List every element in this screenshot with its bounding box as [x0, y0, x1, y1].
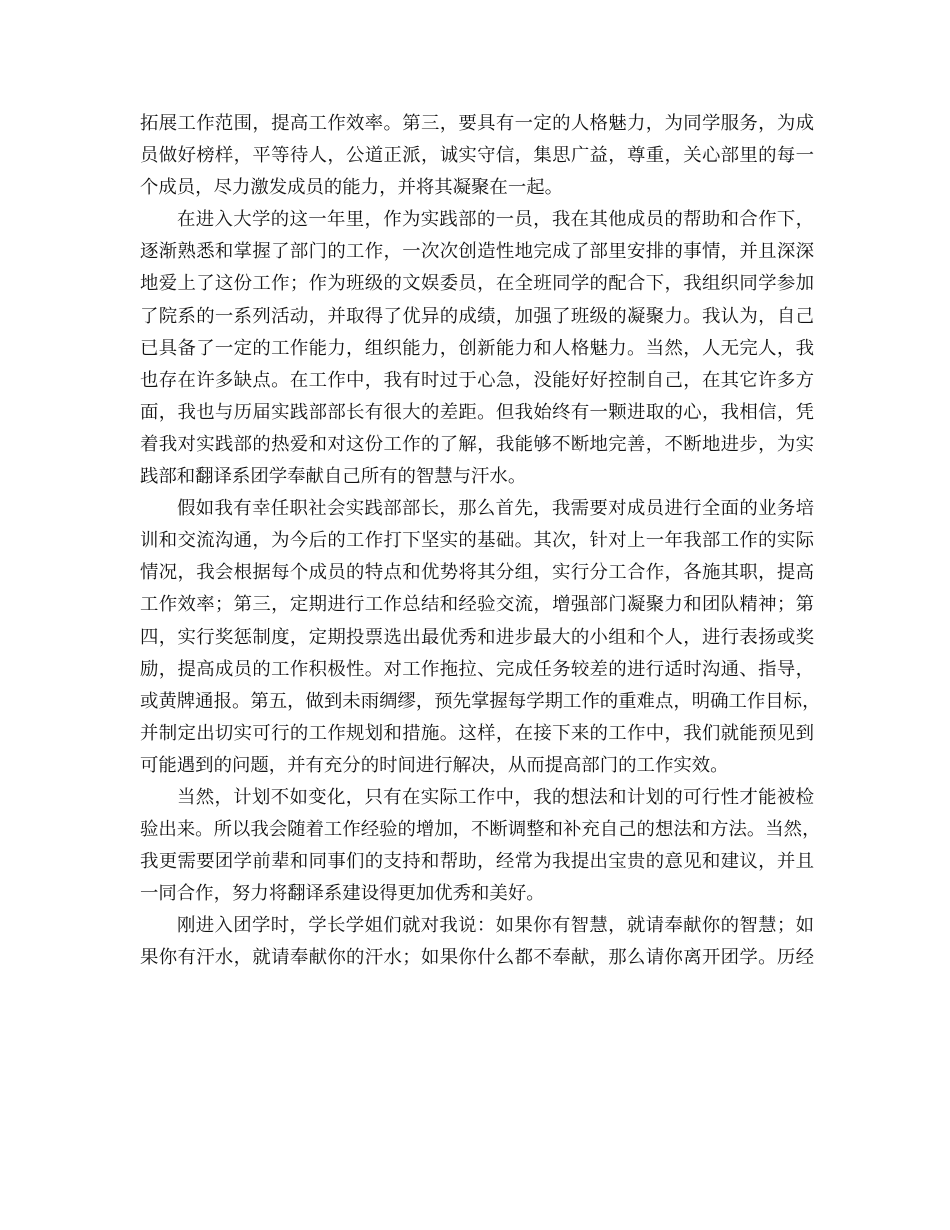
text-line: 着我对实践部的热爱和对这份工作的了解，我能够不断地完善，不断地进步，为实: [140, 433, 814, 455]
text-line: 或黄牌通报。第五，做到未雨绸缪，预先掌握每学期工作的重难点，明确工作目标，: [140, 690, 821, 712]
paragraph: [140, 108, 814, 204]
text-line: 在进入大学的这一年里，作为实践部的一员，我在其他成员的帮助和合作下，: [177, 209, 814, 231]
text-line: 验出来。所以我会随着工作经验的增加，不断调整和补充自己的想法和方法。当然，: [140, 819, 821, 841]
text-line: 员做好榜样，平等待人，公道正派，诚实守信，集思广益，尊重，关心部里的每一: [140, 145, 814, 167]
text-line: 逐渐熟悉和掌握了部门的工作，一次次创造性地完成了部里安排的事情，并且深深: [140, 241, 814, 263]
text-line: 情况，我会根据每个成员的特点和优势将其分组，实行分工合作，各施其职，提高: [140, 562, 814, 584]
text-line: 我更需要团学前辈和同事们的支持和帮助，经常为我提出宝贵的意见和建议，并且: [140, 851, 814, 873]
text-line: 拓展工作范围，提高工作效率。第三，要具有一定的人格魅力，为同学服务，为成: [140, 113, 814, 134]
text-line: 已具备了一定的工作能力，组织能力，创新能力和人格魅力。当然，人无完人，我: [140, 337, 814, 359]
text-line: 刚进入团学时，学长学姐们就对我说：如果你有智慧，就请奉献你的智慧；如: [177, 915, 814, 937]
document-body: [140, 108, 821, 975]
text-line: 并制定出切实可行的工作规划和措施。这样，在接下来的工作中，我们就能预见到: [140, 722, 814, 744]
text-line: 践部和翻译系团学奉献自己所有的智慧与汗水。: [140, 466, 527, 488]
text-line: 个成员，尽力激发成员的能力，并将其凝聚在一起。: [140, 177, 563, 199]
text-line: 可能遇到的问题，并有充分的时间进行解决，从而提高部门的工作实效。: [140, 754, 729, 776]
paragraph: [140, 493, 821, 782]
text-line: 假如我有幸任职社会实践部部长，那么首先，我需要对成员进行全面的业务培: [177, 498, 814, 520]
text-line: 当然，计划不如变化，只有在实际工作中，我的想法和计划的可行性才能被检: [177, 786, 814, 808]
text-line: 励，提高成员的工作积极性。对工作拖拉、完成任务较差的进行适时沟通、指导，: [140, 658, 814, 680]
paragraph: [140, 204, 814, 493]
text-line: 四，实行奖惩制度，定期投票选出最优秀和进步最大的小组和个人，进行表扬或奖: [140, 626, 814, 648]
text-line: 一同合作，努力将翻译系建设得更加优秀和美好。: [140, 883, 545, 905]
paragraph: [140, 910, 814, 974]
text-line: 地爱上了这份工作；作为班级的文娱委员，在全班同学的配合下，我组织同学参加: [140, 273, 814, 295]
text-line: 面，我也与历届实践部部长有很大的差距。但我始终有一颗进取的心，我相信，凭: [140, 401, 814, 423]
text-line: 训和交流沟通，为今后的工作打下坚实的基础。其次，针对上一年我部工作的实际: [140, 530, 814, 552]
text-line: 果你有汗水，就请奉献你的汗水；如果你什么都不奉献，那么请你离开团学。历经: [140, 947, 814, 969]
text-line: 了院系的一系列活动，并取得了优异的成绩，加强了班级的凝聚力。我认为，自己: [140, 305, 814, 327]
paragraph: [140, 782, 821, 910]
text-line: 工作效率；第三，定期进行工作总结和经验交流，增强部门凝聚力和团队精神；第: [140, 594, 814, 616]
text-line: 也存在许多缺点。在工作中，我有时过于心急，没能好好控制自己，在其它许多方: [140, 369, 814, 391]
